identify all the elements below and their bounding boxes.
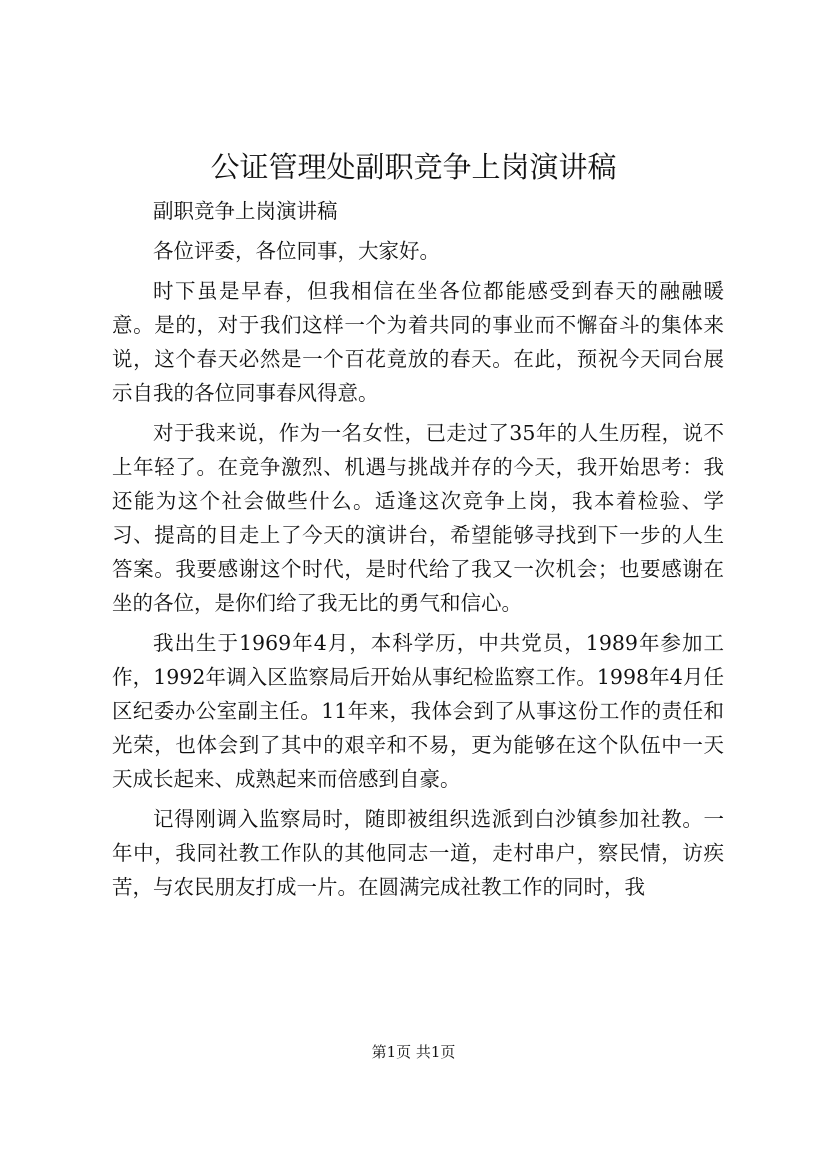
- page-footer: 第1页 共1页: [371, 1043, 456, 1061]
- paragraph: 我出生于1969年4月，本科学历，中共党员，1989年参加工作，1992年调入区监察局后开始从事纪检监察工作。1998年4月任区纪委办公室副主任。11年来，我体会到了从事这份工作的责任和光荣，也体会到了其中的艰辛和不易，更为能够在这个队伍中一天天成长起来、成熟起来而倍感到自豪。: [112, 631, 724, 791]
- paragraph: 对于我来说，作为一名女性，已走过了35年的人生历程，说不上年轻了。在竞争激烈、机遇与挑战并存的今天，我开始思考：我还能为这个社会做些什么。适逢这次竞争上岗，我本着检验、学习、提高的目走上了今天的演讲台，希望能够寻找到下一步的人生答案。我要感谢这个时代，是时代给了我又一次机会；也要感谢在坐的各位，是你们给了我无比的勇气和信心。: [112, 421, 724, 615]
- paragraph: 副职竞争上岗演讲稿: [153, 199, 338, 223]
- paragraph: 时下虽是早春，但我相信在坐各位都能感受到春天的融融暖意。是的，对于我们这样一个为着共同的事业而不懈奋斗的集体来说，这个春天必然是一个百花竟放的春天。在此，预祝今天同台展示自我的各位同事春风得意。: [112, 279, 724, 405]
- document-title: 公证管理处副职竞争上岗演讲稿: [210, 150, 617, 184]
- document-body: [112, 194, 724, 904]
- paragraph: 记得刚调入监察局时，随即被组织选派到白沙镇参加社教。一年中，我同社教工作队的其他同志一道，走村串户，察民情，访疾苦，与农民朋友打成一片。在圆满完成社教工作的同时，我: [112, 807, 724, 899]
- paragraph: 各位评委，各位同事，大家好。: [153, 239, 440, 263]
